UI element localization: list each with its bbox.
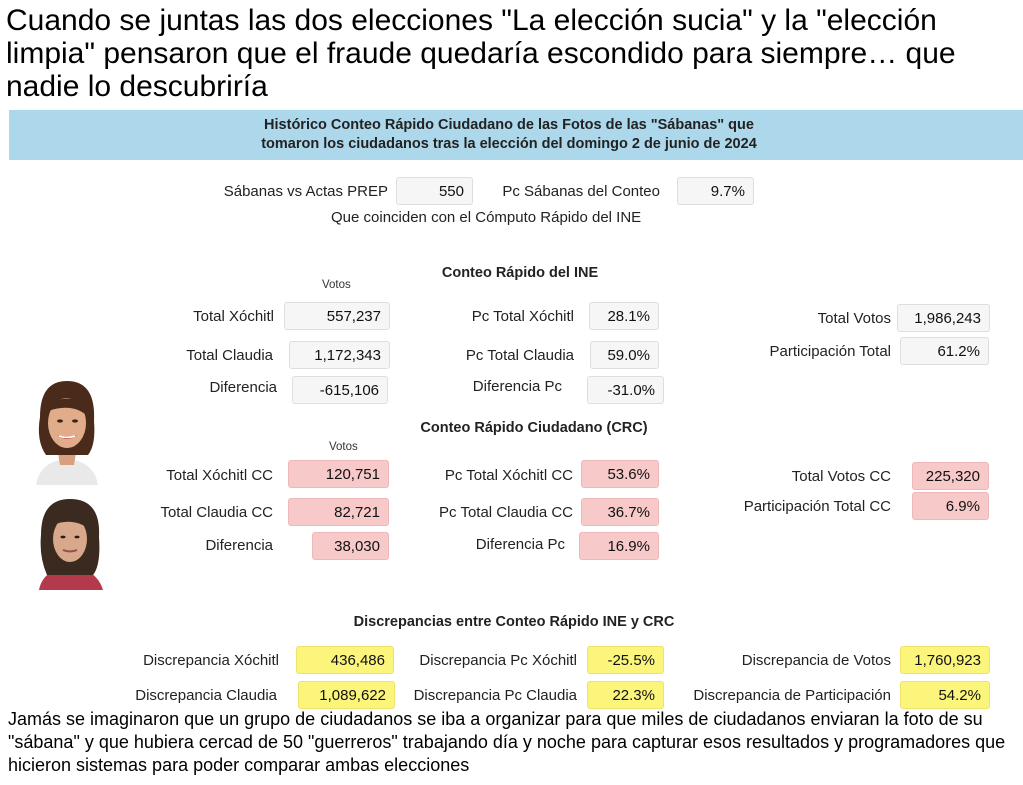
- disc-claudia-label: Discrepancia Claudia: [135, 687, 277, 704]
- ine-total-votos-value: 1,986,243: [897, 304, 990, 332]
- summary-note: Que coinciden con el Cómputo Rápido del INE: [331, 209, 642, 226]
- disc-pc-xochitl-label: Discrepancia Pc Xóchitl: [419, 652, 577, 669]
- headline-text: Cuando se juntas las dos elecciones "La elección sucia" y la "elección limpia" pensaron que el fraude quedaría escondido para siempre… que nadie lo descubriría: [6, 4, 956, 103]
- ine-diferencia-pc-value: -31.0%: [587, 376, 664, 404]
- disc-pc-claudia-label: Discrepancia Pc Claudia: [413, 687, 577, 704]
- disc-participacion-label: Discrepancia de Participación: [693, 687, 891, 704]
- sabanas-label: Sábanas vs Actas PREP: [223, 183, 388, 200]
- crc-pc-xochitl-label: Pc Total Xóchitl CC: [444, 467, 573, 484]
- crc-participacion-label: Participación Total CC: [743, 498, 891, 515]
- crc-total-claudia-value: 82,721: [288, 498, 389, 526]
- ine-votos-label: Votos: [322, 279, 351, 291]
- crc-section-title: Conteo Rápido Ciudadano (CRC): [420, 420, 648, 436]
- ine-participacion-label: Participación Total: [769, 343, 891, 360]
- xochitl-photo: [26, 375, 108, 485]
- ine-pc-xochitl-value: 28.1%: [589, 302, 659, 330]
- ine-diferencia-value: -615,106: [292, 376, 388, 404]
- crc-total-xochitl-value: 120,751: [288, 460, 389, 488]
- crc-diferencia-label: Diferencia: [205, 537, 273, 554]
- ine-total-votos-label: Total Votos: [817, 310, 891, 327]
- ine-section-title: Conteo Rápido del INE: [441, 265, 599, 281]
- crc-votos-label: Votos: [329, 441, 358, 453]
- caption-text: Jamás se imaginaron que un grupo de ciudadanos se iba a organizar para que miles de ciudadanos enviaran la foto de su "sábana" y que hubiera cercad de 50 "guerreros" trabajando día y noche para capturar esos resultados y programadores que hicieron sistemas para poder comparar ambas elecciones: [8, 709, 1006, 775]
- crc-pc-claudia-value: 36.7%: [581, 498, 659, 526]
- ine-pc-claudia-value: 59.0%: [590, 341, 659, 369]
- title-banner: [9, 110, 1023, 160]
- crc-pc-claudia-label: Pc Total Claudia CC: [439, 504, 573, 521]
- crc-diferencia-pc-label: Diferencia Pc: [475, 536, 565, 553]
- crc-diferencia-pc-value: 16.9%: [579, 532, 659, 560]
- crc-total-votos-label: Total Votos CC: [791, 468, 891, 485]
- ine-diferencia-label: Diferencia: [209, 379, 277, 396]
- crc-diferencia-value: 38,030: [312, 532, 389, 560]
- ine-diferencia-pc-label: Diferencia Pc: [472, 378, 562, 395]
- crc-participacion-value: 6.9%: [912, 492, 989, 520]
- disc-section-title: Discrepancias entre Conteo Rápido INE y CRC: [353, 614, 675, 630]
- ine-pc-claudia-label: Pc Total Claudia: [465, 347, 574, 364]
- pc-sabanas-value: 9.7%: [677, 177, 754, 205]
- disc-votos-label: Discrepancia de Votos: [741, 652, 891, 669]
- sabanas-value: 550: [396, 177, 473, 205]
- crc-total-xochitl-label: Total Xóchitl CC: [166, 467, 273, 484]
- disc-votos-value: 1,760,923: [900, 646, 990, 674]
- disc-pc-claudia-value: 22.3%: [587, 681, 664, 709]
- disc-claudia-value: 1,089,622: [298, 681, 395, 709]
- disc-pc-xochitl-value: -25.5%: [587, 646, 664, 674]
- ine-participacion-value: 61.2%: [900, 337, 989, 365]
- banner-title-line2: tomaron los ciudadanos tras la elección del domingo 2 de junio de 2024: [261, 136, 757, 152]
- ine-total-xochitl-label: Total Xóchitl: [193, 308, 274, 325]
- ine-total-claudia-label: Total Claudia: [186, 347, 273, 364]
- ine-pc-xochitl-label: Pc Total Xóchitl: [471, 308, 574, 325]
- pc-sabanas-label: Pc Sábanas del Conteo: [502, 183, 660, 200]
- disc-participacion-value: 54.2%: [900, 681, 990, 709]
- banner-title: [9, 116, 1021, 154]
- ine-total-xochitl-value: 557,237: [284, 302, 390, 330]
- banner-title-line1: Histórico Conteo Rápido Ciudadano de las Fotos de las "Sábanas" que: [264, 117, 754, 133]
- crc-pc-xochitl-value: 53.6%: [581, 460, 659, 488]
- disc-xochitl-value: 436,486: [296, 646, 394, 674]
- ine-total-claudia-value: 1,172,343: [289, 341, 390, 369]
- crc-total-claudia-label: Total Claudia CC: [160, 504, 273, 521]
- disc-xochitl-label: Discrepancia Xóchitl: [143, 652, 279, 669]
- claudia-photo: [33, 495, 108, 590]
- crc-total-votos-value: 225,320: [912, 462, 989, 490]
